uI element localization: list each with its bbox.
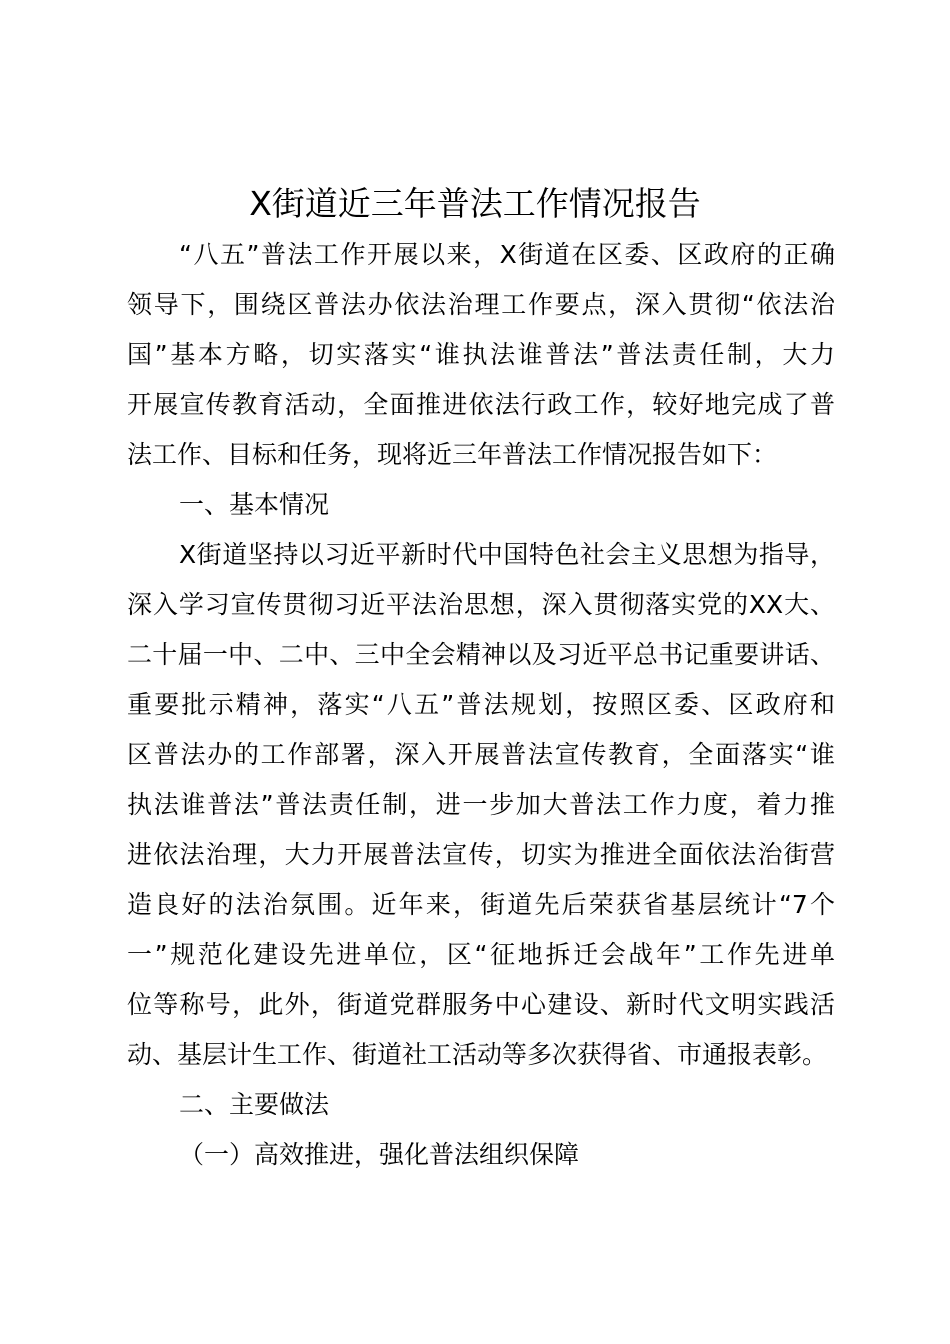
body-text-line: 一”规范化建设先进单位，区“征地拆迁会战年”工作先进单 [127, 940, 835, 969]
body-text-line: “八五”普法工作开展以来，X街道在区委、区政府的正确 [179, 240, 835, 269]
body-text-line: 一、基本情况 [179, 490, 330, 519]
body-text-line: 区普法办的工作部署，深入开展普法宣传教育，全面落实“谁 [127, 740, 835, 769]
body-text-line: 二十届一中、二中、三中全会精神以及习近平总书记重要讲话、 [127, 640, 835, 669]
body-text-line: 重要批示精神，落实“八五”普法规划，按照区委、区政府和 [127, 690, 835, 719]
body-text-line: 法工作、目标和任务，现将近三年普法工作情况报告如下： [127, 440, 778, 469]
body-text-line: 二、主要做法 [179, 1090, 330, 1119]
body-text-line: 造良好的法治氛围。近年来，街道先后荣获省基层统计“7个 [127, 890, 835, 919]
body-text-line: X街道坚持以习近平新时代中国特色社会主义思想为指导， [179, 540, 835, 569]
document-body [127, 230, 835, 1180]
body-text-line: 国”基本方略，切实落实“谁执法谁普法”普法责任制，大力 [127, 340, 835, 369]
body-text-line: 位等称号，此外，街道党群服务中心建设、新时代文明实践活 [127, 990, 835, 1019]
body-text-line: 执法谁普法”普法责任制，进一步加大普法工作力度，着力推 [127, 790, 835, 819]
body-text-line: 动、基层计生工作、街道社工活动等多次获得省、市通报表彰。 [127, 1040, 828, 1069]
body-text-line: 深入学习宣传贯彻习近平法治思想，深入贯彻落实党的XX大、 [127, 590, 835, 619]
body-text-line: 进依法治理，大力开展普法宣传，切实为推进全面依法治街营 [127, 840, 835, 869]
body-text-line: 开展宣传教育活动，全面推进依法行政工作，较好地完成了普 [127, 390, 835, 419]
body-text-line: （一）高效推进，强化普法组织保障 [179, 1140, 580, 1169]
document-title: X街道近三年普法工作情况报告 [249, 184, 701, 223]
body-text-line: 领导下，围绕区普法办依法治理工作要点，深入贯彻“依法治 [127, 290, 835, 319]
